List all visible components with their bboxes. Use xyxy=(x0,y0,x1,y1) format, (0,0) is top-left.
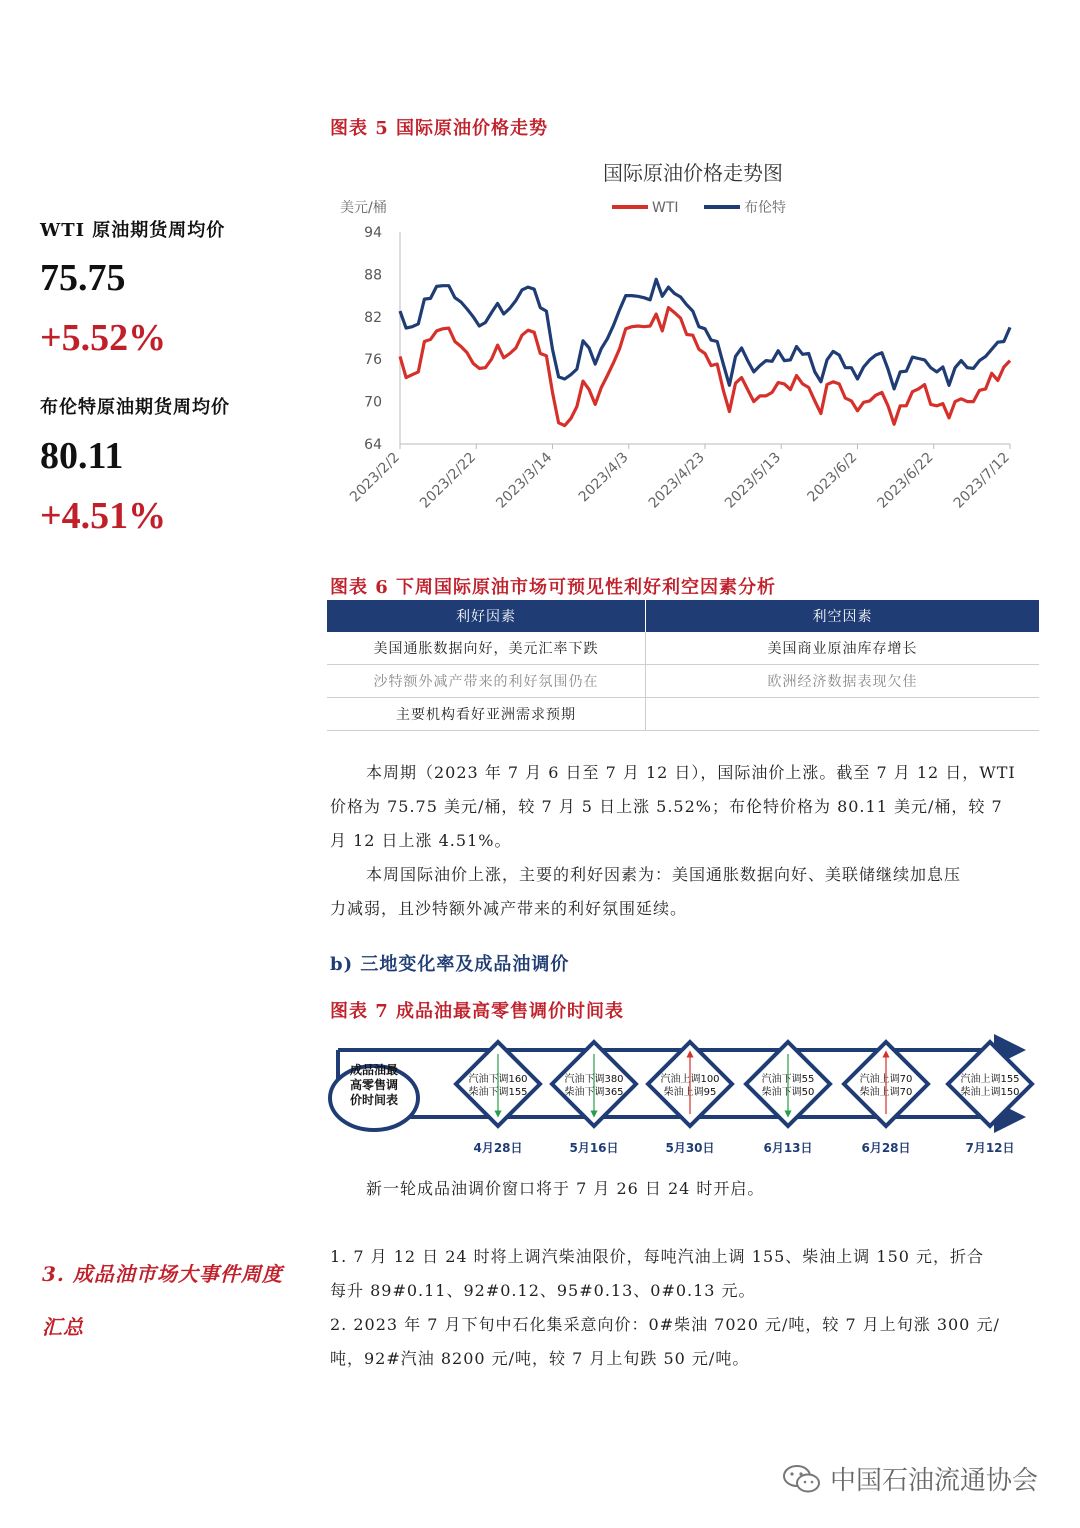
x-tick-label: 2023/4/23 xyxy=(645,449,708,512)
timeline-node-2 xyxy=(552,1042,636,1155)
node-gasoline-label: 汽油上调70 xyxy=(859,1074,913,1085)
node-date-label: 4月28日 xyxy=(473,1141,523,1155)
y-tick-label: 64 xyxy=(364,437,382,453)
para2-line1: 本周国际油价上涨，主要的利好因素为：美国通胀数据向好、美联储继续加息压 xyxy=(366,865,962,884)
watermark xyxy=(782,1460,1038,1497)
chart-title: 国际原油价格走势图 xyxy=(603,161,783,185)
event-list xyxy=(330,1240,1040,1376)
x-tick-label: 2023/6/22 xyxy=(874,449,937,512)
node-date-label: 5月16日 xyxy=(569,1141,619,1155)
timeline-node-6 xyxy=(948,1042,1032,1155)
event-1-line1: 1. 7 月 12 日 24 时将上调汽柴油限价，每吨汽油上调 155、柴油上调 150 元，折合 xyxy=(330,1247,985,1266)
brent-change: +4.51% xyxy=(40,495,167,537)
price-adjustment-timeline xyxy=(328,1030,1040,1165)
fig7-caption: 图表 7 成品油最高零售调价时间表 xyxy=(330,1001,625,1022)
node-diesel-label: 柴油下调365 xyxy=(564,1087,624,1098)
para1-line2: 价格为 75.75 美元/桶，较 7 月 5 日上涨 5.52%；布伦特价格为 80.11 美元/桶，较 7 xyxy=(330,797,1003,816)
wti-value: 75.75 xyxy=(40,257,126,299)
header-bullish: 利好因素 xyxy=(327,600,646,632)
watermark-text: 中国石油流通协会 xyxy=(830,1466,1039,1496)
paragraph-2 xyxy=(330,858,1040,926)
wti-change: +5.52% xyxy=(40,317,167,359)
x-tick-label: 2023/5/13 xyxy=(721,449,785,512)
bearish-1: 美国商业原油库存增长 xyxy=(646,632,1040,665)
bullish-1: 美国通胀数据向好，美元汇率下跌 xyxy=(327,632,646,665)
node-gasoline-label: 汽油上调155 xyxy=(960,1074,1020,1085)
node-gasoline-label: 汽油上调100 xyxy=(660,1074,720,1085)
bullish-2: 沙特额外减产带来的利好氛围仍在 xyxy=(327,665,646,698)
node-date-label: 6月28日 xyxy=(861,1141,911,1155)
node-diesel-label: 柴油下调50 xyxy=(761,1087,815,1098)
bullish-3: 主要机构看好亚洲需求预期 xyxy=(327,698,646,731)
bearish-3 xyxy=(646,698,1040,731)
node-date-label: 7月12日 xyxy=(965,1141,1015,1155)
x-tick-label: 2023/3/14 xyxy=(493,449,556,512)
event-1-line2: 每升 89#0.11、92#0.12、95#0.13、0#0.13 元。 xyxy=(330,1281,756,1300)
para1-line1: 本周期（2023 年 7 月 6 日至 7 月 12 日），国际油价上涨。截至 7 月 12 日，WTI xyxy=(366,763,1016,782)
node-gasoline-label: 汽油下调380 xyxy=(564,1074,624,1085)
paragraph-1 xyxy=(330,756,1040,858)
timeline-node-5 xyxy=(844,1042,928,1155)
start-label-line1: 成品油最 xyxy=(349,1063,399,1077)
node-date-label: 5月30日 xyxy=(665,1141,715,1155)
legend-wti-label: WTI xyxy=(652,200,679,216)
y-tick-label: 76 xyxy=(364,352,382,369)
factors-table xyxy=(327,600,1039,731)
x-tick-label: 2023/7/12 xyxy=(950,449,1013,512)
node-date-label: 6月13日 xyxy=(763,1141,813,1155)
node-diesel-label: 柴油上调95 xyxy=(663,1087,717,1098)
x-tick-label: 2023/2/22 xyxy=(416,449,480,512)
legend-brent-label: 布伦特 xyxy=(744,200,786,216)
start-label-line2: 高零售调 xyxy=(349,1078,399,1092)
event-2-line1: 2. 2023 年 7 月下旬中石化集采意向价：0#柴油 7020 元/吨，较 7 月上旬涨 300 元/ xyxy=(330,1315,1000,1334)
chart-ylabel: 美元/桶 xyxy=(340,200,387,216)
bearish-2: 欧洲经济数据表现欠佳 xyxy=(646,665,1040,698)
brent-label: 布伦特原油期货周均价 xyxy=(40,397,230,418)
wechat-icon xyxy=(782,1463,822,1495)
section3-heading-line2: 汇总 xyxy=(42,1315,84,1339)
y-tick-label: 82 xyxy=(364,309,382,326)
node-diesel-label: 柴油上调150 xyxy=(960,1087,1020,1098)
section-b-heading: b) 三地变化率及成品油调价 xyxy=(330,954,570,975)
brent-value: 80.11 xyxy=(40,435,124,477)
node-diesel-label: 柴油上调70 xyxy=(859,1087,913,1098)
factors-table-wrap xyxy=(327,600,1039,731)
fig6-caption: 图表 6 下周国际原油市场可预见性利好利空因素分析 xyxy=(330,577,777,598)
node-diesel-label: 柴油下调155 xyxy=(468,1087,528,1098)
section3-heading-line1: 3. 成品油市场大事件周度 xyxy=(42,1262,283,1286)
x-tick-label: 2023/4/3 xyxy=(575,449,632,506)
wti-label: WTI 原油期货周均价 xyxy=(40,220,226,241)
x-tick-label: 2023/2/2 xyxy=(347,449,403,506)
header-bearish: 利空因素 xyxy=(646,600,1040,632)
wti-series-line xyxy=(400,308,1010,426)
brent-series-line xyxy=(400,279,1010,389)
x-tick-label: 2023/6/2 xyxy=(804,449,861,506)
oil-price-chart xyxy=(330,150,1030,540)
y-tick-label: 94 xyxy=(364,225,382,241)
para2-line2: 力减弱，且沙特额外减产带来的利好氛围延续。 xyxy=(330,899,688,918)
para1-line3: 月 12 日上涨 4.51%。 xyxy=(330,831,512,850)
timeline-node-3 xyxy=(648,1042,732,1155)
timeline-node-1 xyxy=(456,1042,540,1155)
y-tick-label: 88 xyxy=(364,267,382,284)
fig5-caption: 图表 5 国际原油价格走势 xyxy=(330,118,549,139)
y-tick-label: 70 xyxy=(364,394,382,411)
fig7-note: 新一轮成品油调价窗口将于 7 月 26 日 24 时开启。 xyxy=(366,1179,765,1198)
node-gasoline-label: 汽油下调55 xyxy=(761,1074,815,1085)
start-label-line3: 价时间表 xyxy=(349,1093,399,1107)
event-2-line2: 吨，92#汽油 8200 元/吨，较 7 月上旬跌 50 元/吨。 xyxy=(330,1349,750,1368)
timeline-node-4 xyxy=(746,1042,830,1155)
node-gasoline-label: 汽油下调160 xyxy=(468,1074,528,1085)
